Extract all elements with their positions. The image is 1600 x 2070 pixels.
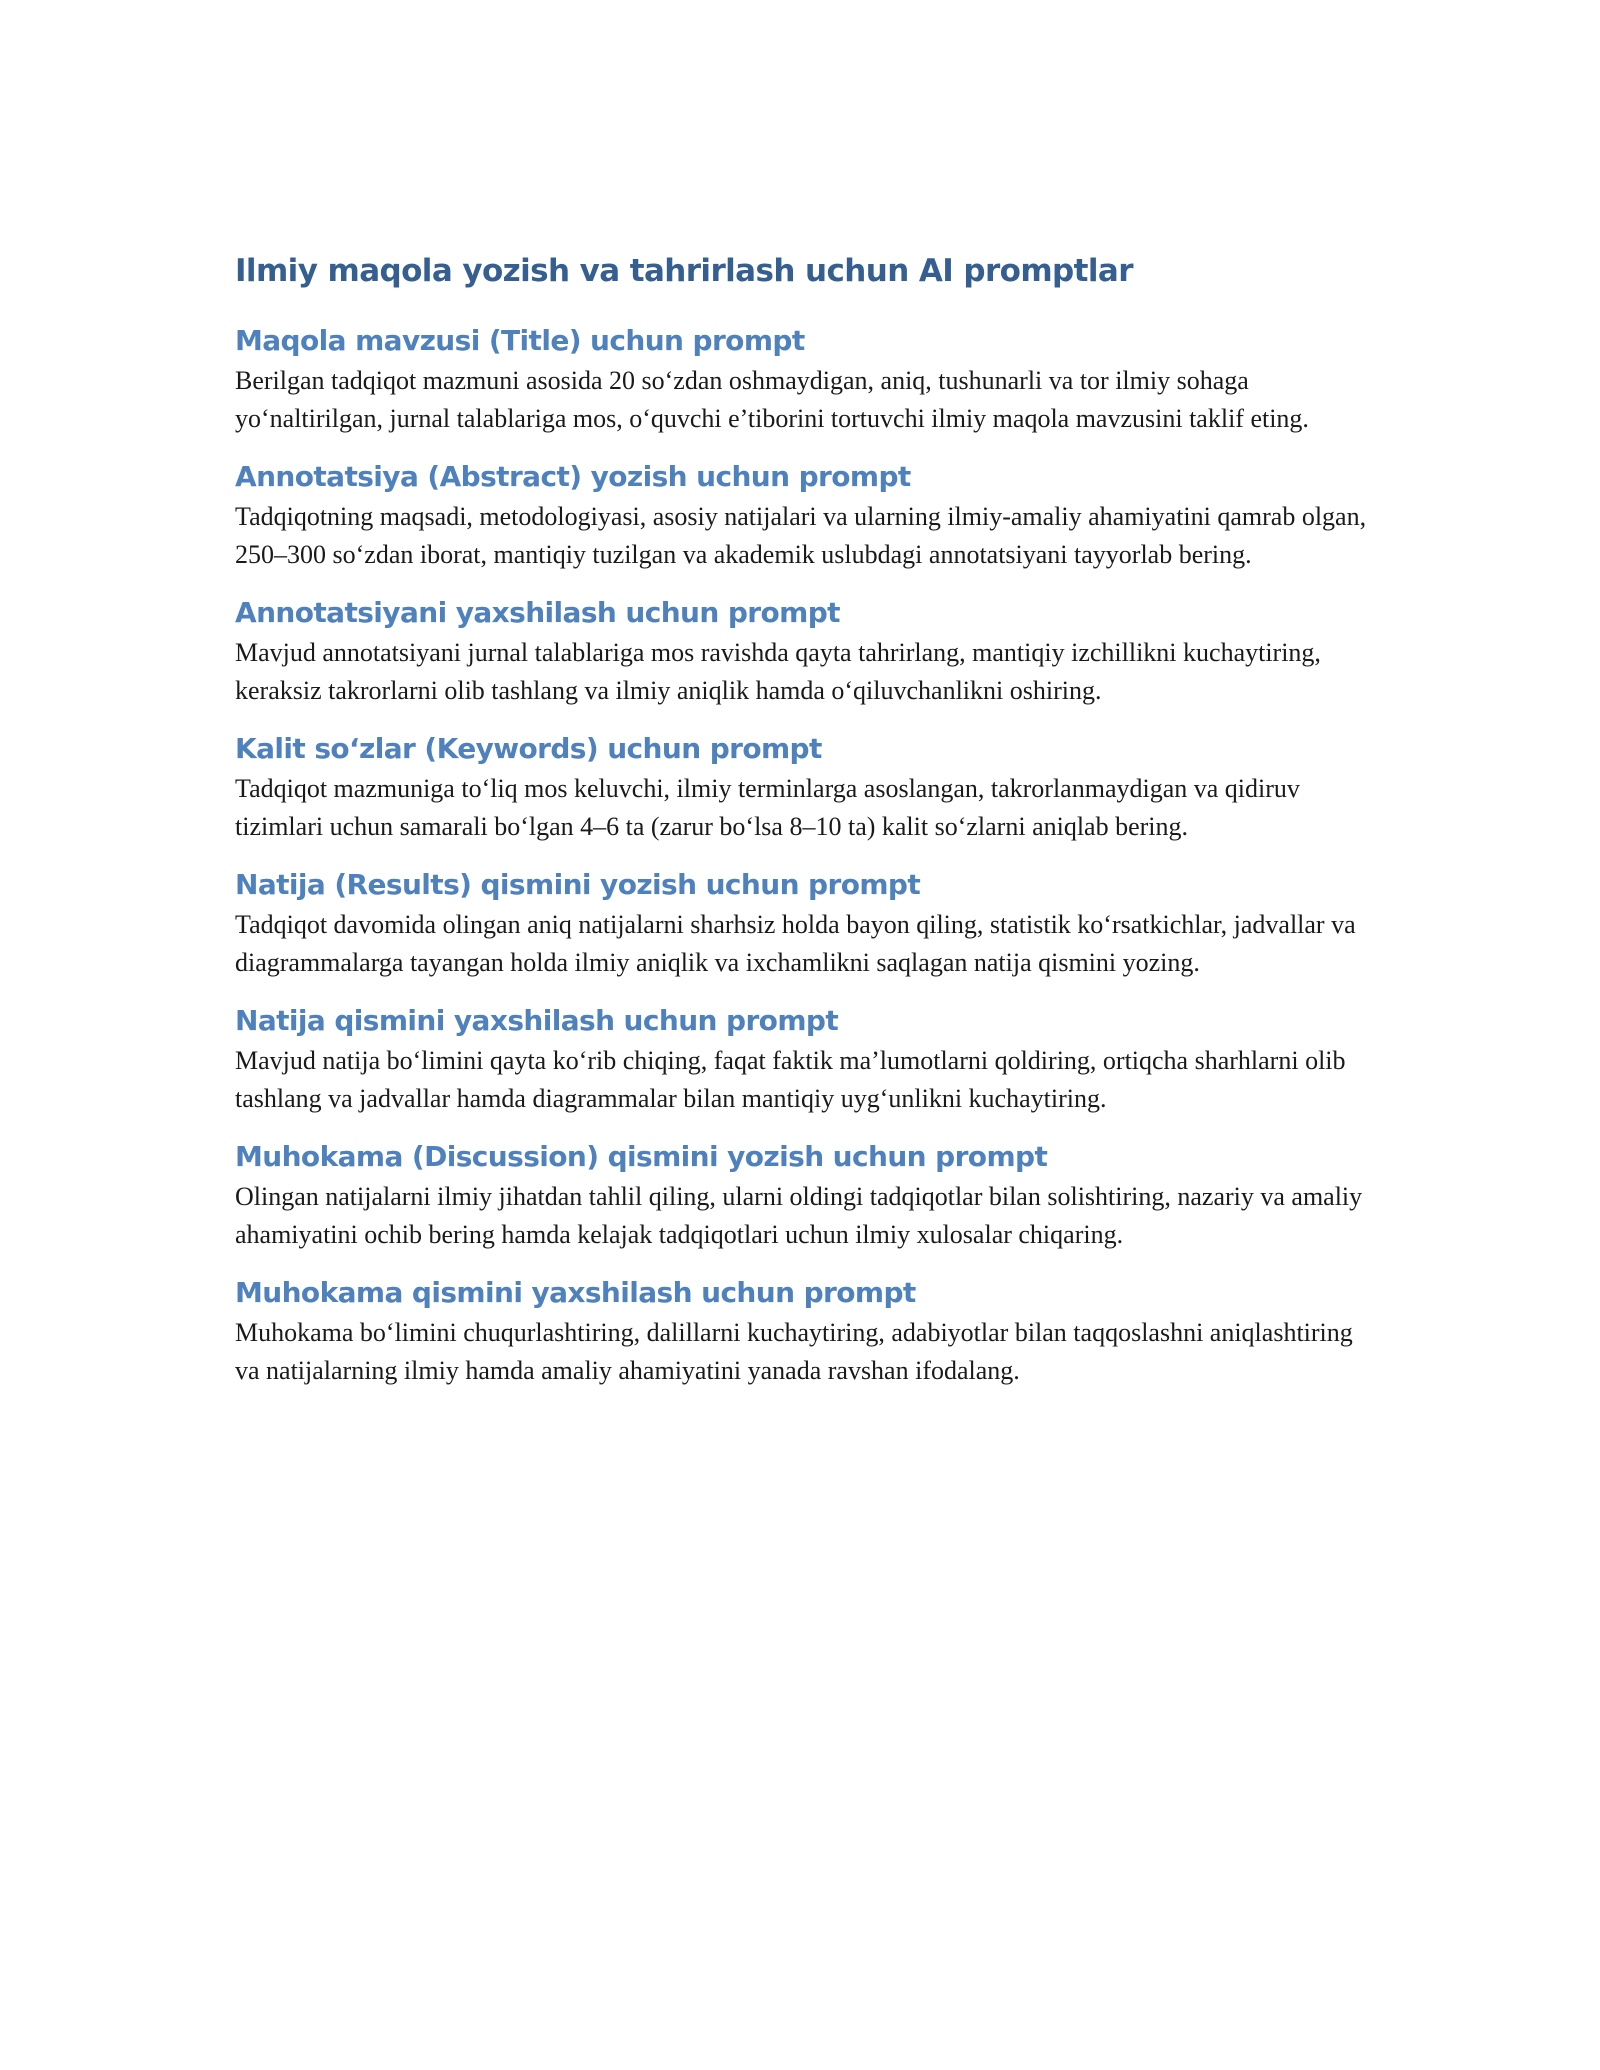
section-body: Muhokama bo‘limini chuqurlashtiring, dalillarni kuchaytiring, adabiyotlar bilan taqqoslashni aniqlashtiring va natijalarning ilmiy hamda amaliy ahamiyatini yanada ravshan ifodalang. — [235, 1318, 1353, 1385]
section-heading: Muhokama (Discussion) qismini yozish uchun prompt — [235, 1140, 1048, 1173]
section-body: Olingan natijalarni ilmiy jihatdan tahlil qiling, ularni oldingi tadqiqotlar bilan solishtiring, nazariy va amaliy ahamiyatini ochib bering hamda kelajak tadqiqotlari uchun ilmiy xulosalar chiqaring. — [235, 1182, 1363, 1249]
section-abstract-improve-prompt — [235, 593, 1375, 710]
section-abstract-prompt — [235, 457, 1375, 574]
section-heading: Annotatsiyani yaxshilash uchun prompt — [235, 596, 840, 629]
section-body: Tadqiqot mazmuniga to‘liq mos keluvchi, ilmiy terminlarga asoslangan, takrorlanmaydigan va qidiruv tizimlari uchun samarali bo‘lgan 4–6 ta (zarur bo‘lsa 8–10 ta) kalit so‘zlarni aniqlab bering. — [235, 774, 1300, 841]
section-results-improve-prompt — [235, 1001, 1375, 1118]
section-discussion-prompt — [235, 1137, 1375, 1254]
section-body: Berilgan tadqiqot mazmuni asosida 20 so‘zdan oshmaydigan, aniq, tushunarli va tor ilmiy sohaga yo‘naltirilgan, jurnal talablariga mos, o‘quvchi e’tiborini tortuvchi ilmiy maqola mavzusini taklif eting. — [235, 366, 1309, 433]
document-page — [235, 250, 1375, 1409]
section-heading: Annotatsiya (Abstract) yozish uchun prompt — [235, 460, 911, 493]
section-body: Mavjud natija bo‘limini qayta ko‘rib chiqing, faqat faktik ma’lumotlarni qoldiring, ortiqcha sharhlarni olib tashlang va jadvallar hamda diagrammalar bilan mantiqiy uyg‘unlikni kuchaytiring. — [235, 1046, 1346, 1113]
section-body: Mavjud annotatsiyani jurnal talablariga mos ravishda qayta tahrirlang, mantiqiy izchillikni kuchaytiring, keraksiz takrorlarni olib tashlang va ilmiy aniqlik hamda o‘qiluvchanlikni oshiring. — [235, 638, 1321, 705]
section-body: Tadqiqot davomida olingan aniq natijalarni sharhsiz holda bayon qiling, statistik ko‘rsatkichlar, jadvallar va diagrammalarga tayangan holda ilmiy aniqlik va ixchamlikni saqlagan natija qismini yozing. — [235, 910, 1356, 977]
section-heading: Muhokama qismini yaxshilash uchun prompt — [235, 1276, 916, 1309]
section-body: Tadqiqotning maqsadi, metodologiyasi, asosiy natijalari va ularning ilmiy-amaliy ahamiyatini qamrab olgan, 250–300 so‘zdan iborat, mantiqiy tuzilgan va akademik uslubdagi annotatsiyani tayyorlab bering. — [235, 502, 1367, 569]
document-title: Ilmiy maqola yozish va tahrirlash uchun AI promptlar — [235, 253, 1133, 289]
section-heading: Natija (Results) qismini yozish uchun prompt — [235, 868, 921, 901]
section-heading: Natija qismini yaxshilash uchun prompt — [235, 1004, 839, 1037]
section-keywords-prompt — [235, 729, 1375, 846]
section-title-prompt — [235, 321, 1375, 438]
section-results-prompt — [235, 865, 1375, 982]
section-discussion-improve-prompt — [235, 1273, 1375, 1390]
section-heading: Maqola mavzusi (Title) uchun prompt — [235, 324, 805, 357]
section-heading: Kalit so‘zlar (Keywords) uchun prompt — [235, 732, 822, 765]
